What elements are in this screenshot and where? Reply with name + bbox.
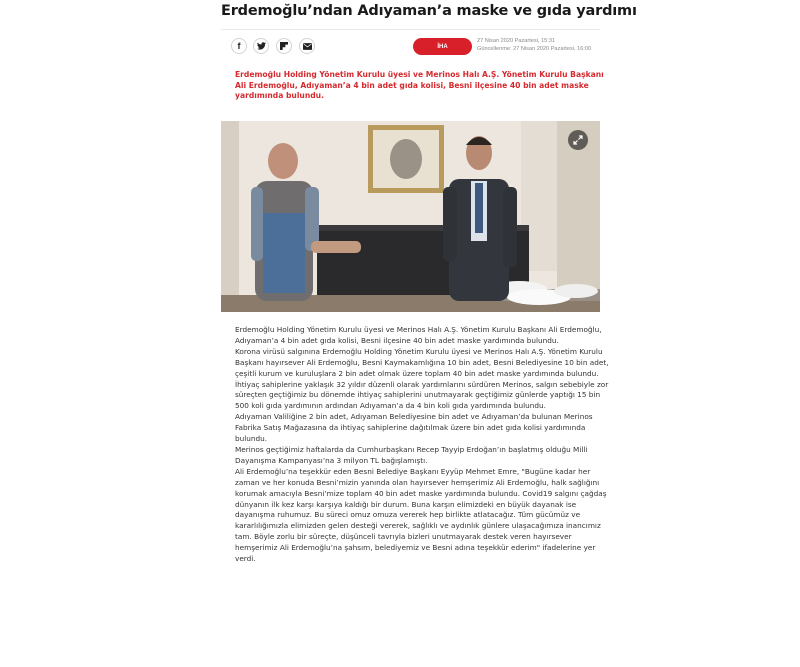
expand-photo-button[interactable] xyxy=(568,130,588,150)
photo-illustration xyxy=(221,121,600,312)
published-date: 27 Nisan 2020 Pazartesi, 15:31 xyxy=(477,38,556,44)
updated-date: Güncellenme: 27 Nisan 2020 Pazartesi, 16:00 xyxy=(477,45,592,52)
article-lead: Erdemoğlu Holding Yönetim Kurulu üyesi ve Merinos Halı A.Ş. Yönetim Kurulu Başkanı Ali Erdemoğlu, Adıyaman’a 4 bin adet gıda kolisi, Besni ilçesine 40 bin adet maske yardımında bulundu. xyxy=(235,70,604,101)
mail-icon xyxy=(303,43,312,50)
paragraph: Merinos geçtiğimiz haftalarda da Cumhurbaşkanı Recep Tayyip Erdoğan’ın başlatmış olduğu Milli Dayanışma Kampanyası’na 3 milyon TL bağışlamıştı. xyxy=(235,444,588,465)
paragraph: Ali Erdemoğlu’na teşekkür eden Besni Belediye Başkanı Eyyüp Mehmet Emre, "Bugüne kadar her zaman ve her konuda Besni’mizin yanında olan hayırsever hemşerimiz Ali Erdemoğlu, halk sağlığını korumak amacıyla Besni’mize toplam 40 bin adet maske yardımında bulundu. Covid19 salgını çağdaş dünyanın ilk kez karşı karşıya kaldığı bir durum. Buna karşın elimizdeki en büyük dayanak ise dayanışma ruhumuz. Bu süreci omuz omuza vererek hep birlikte atlatacağız. Tüm gücümüz ve kararlılığımızla elimizden gelen desteği vererek, sağlıklı ve aydınlık günlere ulaşacağımıza inancımız tam. Böyle zorlu bir süreçte, düşünceli tavrıyla bizleri unutmayarak destek veren hayırsever hemşerimiz Ali Erdemoğlu’na şahsım, belediyemiz ve Besni adına teşekkür ederim" ifadelerine yer verdi. xyxy=(235,466,607,564)
divider xyxy=(221,29,600,30)
mail-share-button[interactable] xyxy=(299,38,315,54)
paragraph: İhtiyaç sahiplerine yaklaşık 32 yıldır düzenli olarak yardımlarını sürdüren Merinos, salgın sebebiyle zor süreçten geçtiğimiz bu dönemde ihtiyaç sahiplerini unutmayarak geçtiğimiz günlerde yaptığı 15 bin 500 koli gıda yardımının ardından Adıyaman’a da 4 bin koli gıda yardımında bulundu. xyxy=(235,379,609,411)
article-photo[interactable] xyxy=(221,121,600,312)
twitter-icon xyxy=(257,42,266,50)
paragraph: Adıyaman Valiliğine 2 bin adet, Adıyaman Belediyesine bin adet ve Adıyaman’da bulunan Merinos Fabrika Satış Mağazasına da ihtiyaç sahiplerine dağıtılmak üzere bin adet gıda kolisi yardımında bulundu. xyxy=(235,412,593,444)
twitter-share-button[interactable] xyxy=(253,38,269,54)
article-dates xyxy=(477,38,591,53)
source-badge[interactable]: İHA xyxy=(413,38,472,55)
paragraph: Korona virüsü salgınına Erdemoğlu Holding Yönetim Kurulu üyesi ve Merinos Halı A.Ş. Yönetim Kurulu Başkanı hayırsever Ali Erdemoğlu, Besni Kaymakamlığına 10 bin adet, Besni Belediyesine 10 bin adet, çeşitli kurum ve kuruluşlara 2 bin adet olmak üzere toplam 40 bin adet maske yardımında bulundu. xyxy=(235,346,609,378)
facebook-share-button[interactable] xyxy=(231,38,247,54)
article xyxy=(221,0,637,667)
flipboard-icon xyxy=(280,42,288,50)
article-title: Erdemoğlu’ndan Adıyaman’a maske ve gıda yardımı xyxy=(221,3,637,19)
expand-icon xyxy=(573,135,583,145)
facebook-icon: f xyxy=(237,41,241,51)
flipboard-share-button[interactable] xyxy=(276,38,292,54)
paragraph: Erdemoğlu Holding Yönetim Kurulu üyesi ve Merinos Halı A.Ş. Yönetim Kurulu Başkanı Ali Erdemoğlu, Adıyaman’a 4 bin adet gıda kolisi, Besni ilçesine 40 bin adet maske yardımında bulundu. xyxy=(235,325,602,345)
article-body xyxy=(235,325,613,565)
